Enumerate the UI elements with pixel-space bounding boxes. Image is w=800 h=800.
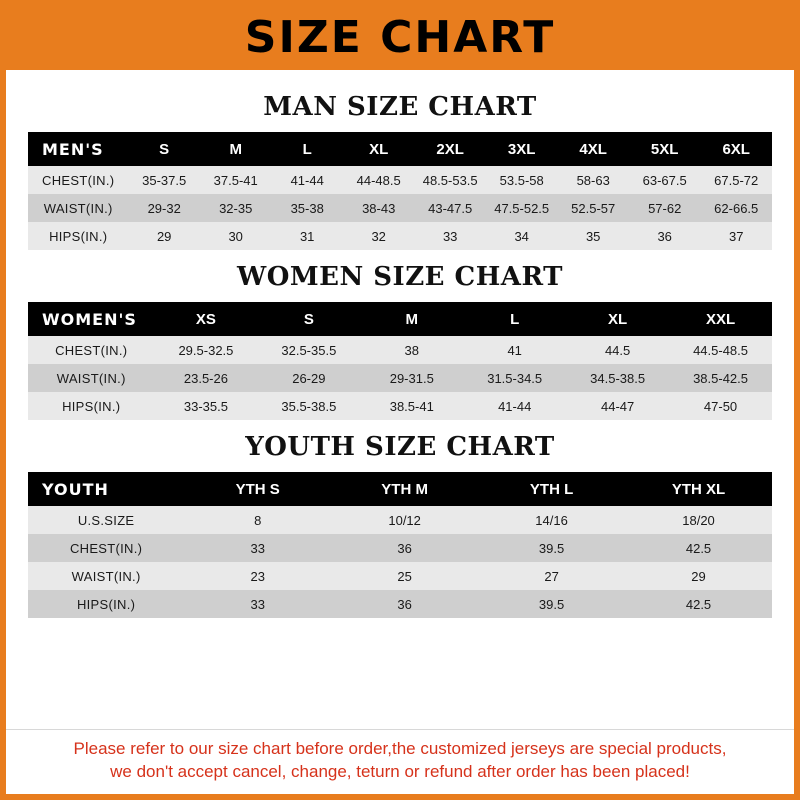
- youth-size-table: [28, 472, 772, 618]
- cell: 34: [486, 222, 558, 250]
- cell: 23.5-26: [154, 364, 257, 392]
- row-label: CHEST(IN.): [28, 166, 128, 194]
- section-man: [28, 92, 772, 250]
- table-head: [28, 132, 772, 166]
- table-row: [28, 590, 772, 618]
- column-header: YTH L: [478, 472, 625, 506]
- cell: 35-38: [271, 194, 343, 222]
- column-header: 5XL: [629, 132, 701, 166]
- row-label: CHEST(IN.): [28, 534, 184, 562]
- cell: 52.5-57: [557, 194, 629, 222]
- table-row: [28, 506, 772, 534]
- page-title: SIZE CHART: [244, 12, 556, 63]
- cell: 35-37.5: [128, 166, 200, 194]
- cell: 8: [184, 506, 331, 534]
- cell: 18/20: [625, 506, 772, 534]
- cell: 38.5-42.5: [669, 364, 772, 392]
- cell: 57-62: [629, 194, 701, 222]
- cell: 26-29: [257, 364, 360, 392]
- column-header: YTH XL: [625, 472, 772, 506]
- women-size-table: [28, 302, 772, 420]
- man-size-table: [28, 132, 772, 250]
- table-head: [28, 472, 772, 506]
- section-women: [28, 262, 772, 420]
- column-header: M: [360, 302, 463, 336]
- cell: 37: [700, 222, 772, 250]
- cell: 29-32: [128, 194, 200, 222]
- cell: 38.5-41: [360, 392, 463, 420]
- cell: 39.5: [478, 534, 625, 562]
- cell: 27: [478, 562, 625, 590]
- header-banner: [6, 6, 794, 70]
- cell: 41-44: [463, 392, 566, 420]
- column-header: XL: [566, 302, 669, 336]
- cell: 44.5: [566, 336, 669, 364]
- cell: 29: [625, 562, 772, 590]
- cell: 47.5-52.5: [486, 194, 558, 222]
- column-header: 4XL: [557, 132, 629, 166]
- section-youth: [28, 432, 772, 618]
- cell: 29: [128, 222, 200, 250]
- cell: 10/12: [331, 506, 478, 534]
- charts-content: [6, 70, 794, 729]
- column-header: XXL: [669, 302, 772, 336]
- cell: 62-66.5: [700, 194, 772, 222]
- cell: 31: [271, 222, 343, 250]
- cell: 36: [331, 534, 478, 562]
- table-row: [28, 166, 772, 194]
- cell: 37.5-41: [200, 166, 272, 194]
- table-body: [28, 166, 772, 250]
- cell: 41: [463, 336, 566, 364]
- section-title-man: MAN SIZE CHART: [263, 92, 537, 122]
- column-header: 6XL: [700, 132, 772, 166]
- row-label: U.S.SIZE: [28, 506, 184, 534]
- column-header: MEN'S: [28, 132, 128, 166]
- cell: 36: [331, 590, 478, 618]
- cell: 32: [343, 222, 415, 250]
- cell: 42.5: [625, 534, 772, 562]
- cell: 53.5-58: [486, 166, 558, 194]
- table-header-row: [28, 132, 772, 166]
- column-header: L: [463, 302, 566, 336]
- cell: 44-47: [566, 392, 669, 420]
- cell: 39.5: [478, 590, 625, 618]
- row-label: HIPS(IN.): [28, 590, 184, 618]
- cell: 14/16: [478, 506, 625, 534]
- column-header: S: [257, 302, 360, 336]
- column-header: YTH M: [331, 472, 478, 506]
- cell: 44-48.5: [343, 166, 415, 194]
- cell: 33: [184, 590, 331, 618]
- table-header-row: [28, 302, 772, 336]
- table-row: [28, 392, 772, 420]
- column-header: S: [128, 132, 200, 166]
- table-row: [28, 562, 772, 590]
- column-header: XS: [154, 302, 257, 336]
- cell: 48.5-53.5: [414, 166, 486, 194]
- column-header: XL: [343, 132, 415, 166]
- cell: 38-43: [343, 194, 415, 222]
- row-label: CHEST(IN.): [28, 336, 154, 364]
- row-label: WAIST(IN.): [28, 194, 128, 222]
- cell: 35.5-38.5: [257, 392, 360, 420]
- row-label: WAIST(IN.): [28, 562, 184, 590]
- column-header: 3XL: [486, 132, 558, 166]
- cell: 44.5-48.5: [669, 336, 772, 364]
- cell: 47-50: [669, 392, 772, 420]
- footer-line-1: Please refer to our size chart before order,the customized jerseys are special products,: [73, 739, 727, 759]
- cell: 29-31.5: [360, 364, 463, 392]
- column-header: YTH S: [184, 472, 331, 506]
- table-header-row: [28, 472, 772, 506]
- cell: 33: [414, 222, 486, 250]
- footer-line-2: we don't accept cancel, change, teturn or refund after order has been placed!: [110, 762, 690, 782]
- cell: 38: [360, 336, 463, 364]
- cell: 35: [557, 222, 629, 250]
- cell: 58-63: [557, 166, 629, 194]
- table-body: [28, 336, 772, 420]
- cell: 23: [184, 562, 331, 590]
- cell: 32.5-35.5: [257, 336, 360, 364]
- column-header: L: [271, 132, 343, 166]
- table-body: [28, 506, 772, 618]
- table-row: [28, 336, 772, 364]
- cell: 43-47.5: [414, 194, 486, 222]
- column-header: 2XL: [414, 132, 486, 166]
- row-label: HIPS(IN.): [28, 392, 154, 420]
- table-head: [28, 302, 772, 336]
- section-title-women: WOMEN SIZE CHART: [237, 262, 563, 292]
- column-header: M: [200, 132, 272, 166]
- cell: 34.5-38.5: [566, 364, 669, 392]
- cell: 29.5-32.5: [154, 336, 257, 364]
- table-row: [28, 534, 772, 562]
- cell: 25: [331, 562, 478, 590]
- row-label: WAIST(IN.): [28, 364, 154, 392]
- cell: 33-35.5: [154, 392, 257, 420]
- cell: 36: [629, 222, 701, 250]
- cell: 42.5: [625, 590, 772, 618]
- cell: 31.5-34.5: [463, 364, 566, 392]
- column-header: YOUTH: [28, 472, 184, 506]
- column-header: WOMEN'S: [28, 302, 154, 336]
- cell: 30: [200, 222, 272, 250]
- cell: 41-44: [271, 166, 343, 194]
- row-label: HIPS(IN.): [28, 222, 128, 250]
- cell: 63-67.5: [629, 166, 701, 194]
- table-row: [28, 222, 772, 250]
- cell: 67.5-72: [700, 166, 772, 194]
- section-title-youth: YOUTH SIZE CHART: [245, 432, 555, 462]
- footer-note: [6, 729, 794, 794]
- table-row: [28, 194, 772, 222]
- cell: 33: [184, 534, 331, 562]
- table-row: [28, 364, 772, 392]
- cell: 32-35: [200, 194, 272, 222]
